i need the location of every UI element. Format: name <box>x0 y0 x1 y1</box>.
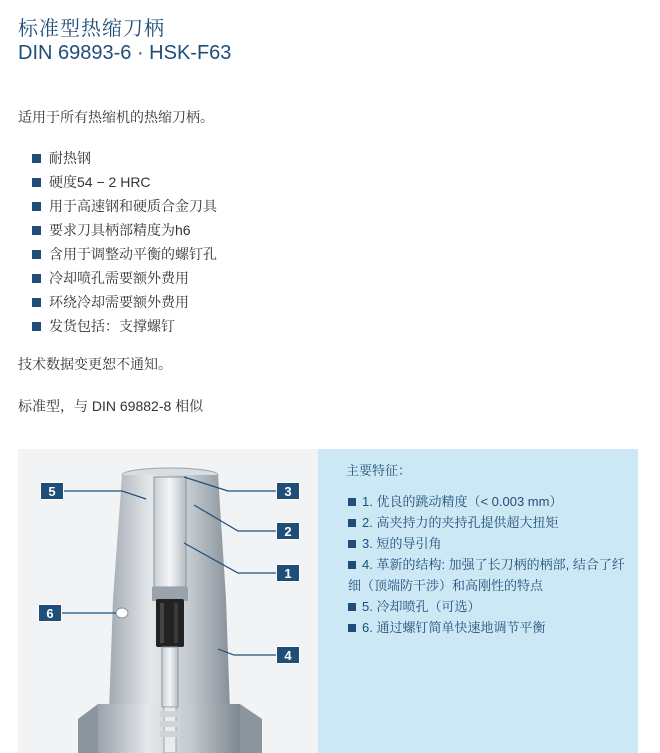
callout-label-4: 4 <box>276 646 300 664</box>
square-bullet-icon <box>32 154 41 163</box>
square-bullet-icon <box>32 226 41 235</box>
list-item: 冷却喷孔需要额外费用 <box>32 266 217 290</box>
square-bullet-icon <box>32 250 41 259</box>
callout-label-2: 2 <box>276 522 300 540</box>
callout-label-1: 1 <box>276 564 300 582</box>
square-bullet-icon <box>348 498 356 506</box>
holder-diagram <box>18 449 318 753</box>
list-item: 用于高速钢和硬质合金刀具 <box>32 194 217 218</box>
callout-label-5: 5 <box>40 482 64 500</box>
square-bullet-icon <box>32 202 41 211</box>
square-bullet-icon <box>348 561 356 569</box>
list-item: 6. 通过螺钉简单快速地调节平衡 <box>348 617 633 638</box>
callout-label-3: 3 <box>276 482 300 500</box>
list-item: 含用于调整动平衡的螺钉孔 <box>32 242 217 266</box>
key-features-panel <box>318 449 638 753</box>
key-features-title: 主要特征： <box>346 463 412 478</box>
similar-standard-note: 标准型，与 DIN 69882-8 相似 <box>18 398 204 414</box>
list-item: 硬度54 − 2 HRC <box>32 170 217 194</box>
product-standard: DIN 69893-6 · HSK-F63 <box>18 42 232 64</box>
square-bullet-icon <box>348 603 356 611</box>
feature-list <box>32 146 217 338</box>
list-item: 5. 冷却喷孔（可选） <box>348 596 633 617</box>
intro-text: 适用于所有热缩机的热缩刀柄。 <box>18 109 214 125</box>
key-features-list <box>348 491 633 638</box>
page-title: 标准型热缩刀柄 <box>18 18 165 40</box>
square-bullet-icon <box>32 274 41 283</box>
callout-label-6: 6 <box>38 604 62 622</box>
data-change-note: 技术数据变更恕不通知。 <box>18 356 172 372</box>
list-item: 2. 高夹持力的夹持孔提供超大扭矩 <box>348 512 633 533</box>
list-item: 环绕冷却需要额外费用 <box>32 290 217 314</box>
list-item: 发货包括：支撑螺钉 <box>32 314 217 338</box>
square-bullet-icon <box>348 519 356 527</box>
list-item: 1. 优良的跳动精度（< 0.003 mm） <box>348 491 633 512</box>
square-bullet-icon <box>348 540 356 548</box>
square-bullet-icon <box>32 178 41 187</box>
list-item: 要求刀具柄部精度为h6 <box>32 218 217 242</box>
list-item: 耐热钢 <box>32 146 217 170</box>
square-bullet-icon <box>348 624 356 632</box>
square-bullet-icon <box>32 298 41 307</box>
list-item: 3. 短的导引角 <box>348 533 633 554</box>
list-item: 4. 革新的结构: 加强了长刀柄的柄部, 结合了纤细（顶端防干涉）和高刚性的特点 <box>348 557 625 593</box>
square-bullet-icon <box>32 322 41 331</box>
